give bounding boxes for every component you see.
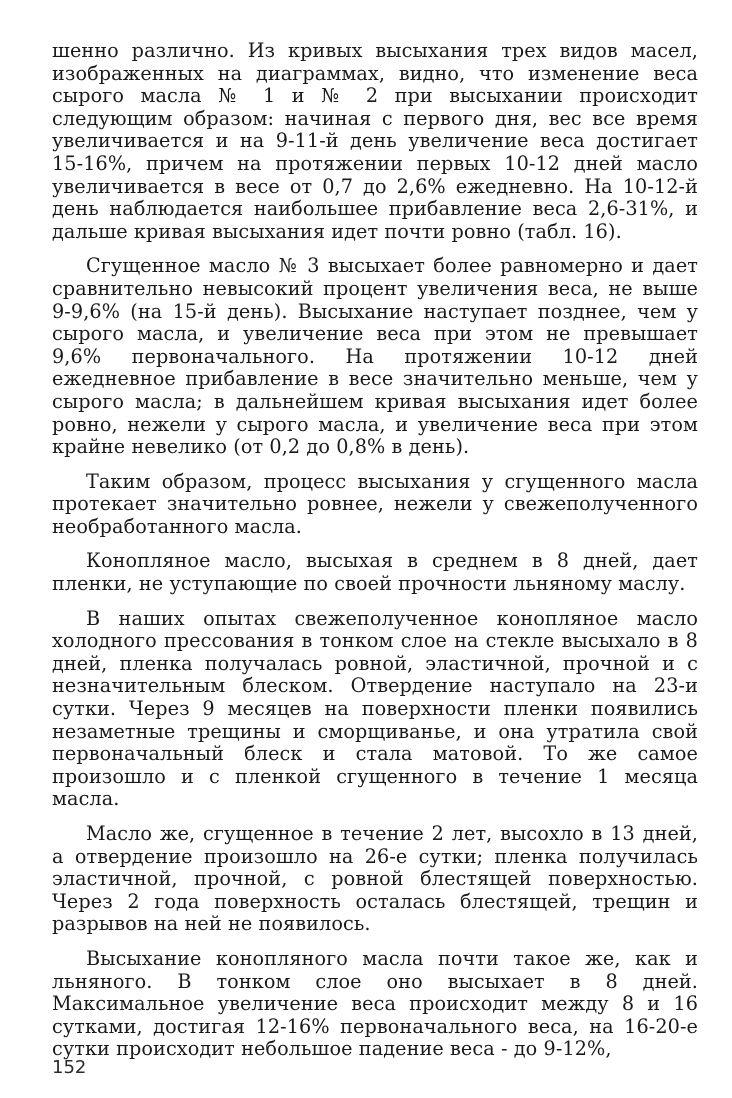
page-body bbox=[52, 40, 698, 1061]
paragraph-condensed-oil: Сгущенное масло № 3 высыхает более равномерно и дает сравнительно невысокий процент увеличения веса, не выше 9-9,6% (на 15-й день). Высыхание наступает позднее, чем у сырого масла, и увеличение веса при этом не превышает 9,6% первоначального. На протяжении 10-12 дней ежедневное прибавление в весе значительно меньше, чем у сырого масла; в дальнейшем кривая высыхания идет более ровно, нежели у сырого масла, и увеличение веса при этом крайне невелико (от 0,2 до 0,8% в день). bbox=[52, 254, 698, 459]
paragraph-experiments: В наших опытах свежеполученное конопляное масло холодного прессования в тонком слое на стекле высыхало в 8 дней, пленка получалась ровной, эластичной, прочной и с незначительным блеском. Отвердение наступало на 23-и сутки. Через 9 месяцев на поверхности пленки появились незаметные трещины и сморщиванье, и она утратила свой первоначальный блеск и стала матовой. То же самое произошло и с пленкой сгущенного в течение 1 месяца масла. bbox=[52, 606, 698, 811]
paragraph-condensed-two-years: Масло же, сгущенное в течение 2 лет, высохло в 13 дней, а отвердение произошло на 26-е сутки; пленка получилась эластичной, прочной, с ровной блестящей поверхностью. Через 2 года поверхность осталась блестящей, трещин и разрывов на ней не появилось. bbox=[52, 822, 698, 936]
paragraph-continuation: шенно различно. Из кривых высыхания трех видов масел, изображенных на диаграммах, видно, что изменение веса сырого масла № 1 и № 2 при высыхании происходит следующим образом: начиная с первого дня, вес все время увеличивается и на 9-11-й день увеличение веса достигает 15-16%, причем на протяжении первых 10-12 дней масло увеличивается в весе от 0,7 до 2,6% ежедневно. На 10-12-й день наблюдается наибольшее прибавление веса 2,6-31%, и дальше кривая высыхания идет почти ровно (табл. 16). bbox=[52, 39, 698, 243]
paragraph-drying-hemp: Высыхание конопляного масла почти такое же, как и льняного. В тонком слое оно высыхает в 8 дней. Максимальное увеличение веса происходит между 8 и 16 сутками, достигая 12-16% первоначального веса, на 16-20-е сутки происходит небольшое падение веса - до 9-12%, bbox=[52, 946, 698, 1061]
page-number: 152 bbox=[52, 1057, 87, 1078]
paragraph-hemp-oil: Конопляное масло, высыхая в среднем в 8 дней, дает пленки, не уступающие по своей прочности льняному маслу. bbox=[52, 549, 698, 596]
paragraph-conclusion: Таким образом, процесс высыхания у сгущенного масла протекает значительно ровнее, нежели у свежеполученного необработанного масла. bbox=[52, 469, 698, 538]
